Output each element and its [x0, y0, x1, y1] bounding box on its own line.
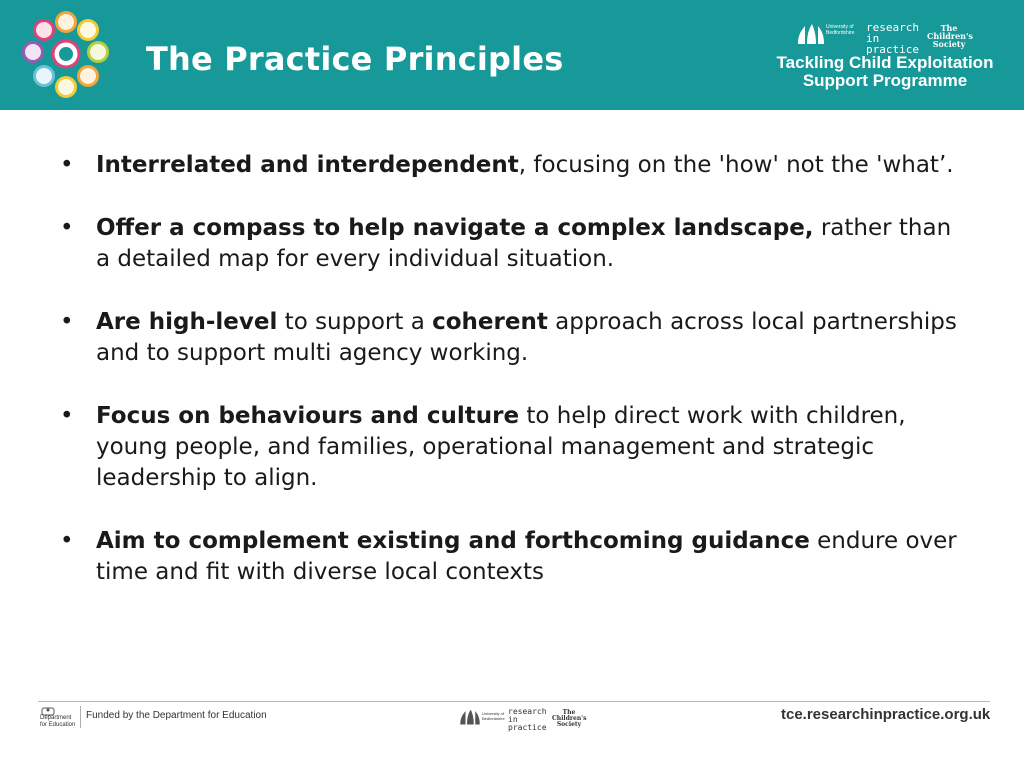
footer-separator: [80, 706, 81, 728]
principles-list: [60, 150, 970, 588]
university-name: University of Bedfordshire: [826, 24, 855, 36]
list-item: [60, 307, 970, 369]
university-logo-icon: [458, 708, 482, 726]
bullet-text: approach across local partnerships and to support multi agency working.: [96, 309, 957, 366]
bullet-bold: Interrelated and interdependent: [96, 152, 519, 178]
dfe-logo-text: Department for Education: [40, 715, 76, 728]
bullet-bold: Aim to complement existing and forthcoming guidance: [96, 528, 810, 554]
bullet-bold: Focus on behaviours and culture: [96, 403, 520, 429]
programme-name: [770, 54, 1000, 90]
bullet-dot: •: [60, 528, 74, 554]
funded-by-text: Funded by the Department for Education: [86, 710, 267, 721]
list-item: [60, 213, 970, 275]
website-url[interactable]: tce.researchinpractice.org.uk: [781, 706, 991, 723]
list-item: [60, 401, 970, 494]
footer-partner-logos: [458, 706, 588, 732]
programme-line-2: Support Programme: [802, 71, 968, 90]
page-title: The Practice Principles: [146, 40, 564, 78]
programme-line-1: Tackling Child Exploitation: [776, 53, 994, 72]
list-item: [60, 150, 970, 181]
bullet-bold: Are high-level: [96, 309, 278, 335]
footer-divider: [38, 701, 990, 702]
bullet-text: endure over time and fit with diverse local contexts: [96, 528, 957, 585]
bullet-dot: •: [60, 403, 74, 429]
research-in-practice-logo: research in practice: [508, 707, 547, 732]
research-in-practice-logo: research in practice: [866, 21, 919, 56]
bullet-text: rather than a detailed map for every individual situation.: [96, 215, 952, 272]
bullet-dot: •: [60, 152, 74, 178]
header-banner: [0, 0, 1024, 110]
childrens-society-logo: The Children's Society: [552, 709, 587, 728]
practice-principles-wheel-icon: [20, 10, 112, 100]
partner-logos: [792, 18, 992, 56]
list-item: [60, 526, 970, 588]
bullet-text: , focusing on the 'how' not the 'what’.: [518, 152, 954, 178]
bullet-dot: •: [60, 215, 74, 241]
bullet-dot: •: [60, 309, 74, 335]
bullet-bold: coherent: [432, 309, 548, 335]
childrens-society-logo: The Children's Society: [927, 23, 973, 49]
bullet-bold: Offer a compass to help navigate a complex landscape,: [96, 215, 814, 241]
university-logo-icon: [796, 22, 826, 46]
university-name: University of Bedfordshire: [482, 711, 505, 721]
bullet-text: to support a: [277, 309, 433, 335]
bullet-text: to help direct work with children, young people, and families, operational management and strategic leadership to align.: [96, 403, 906, 491]
